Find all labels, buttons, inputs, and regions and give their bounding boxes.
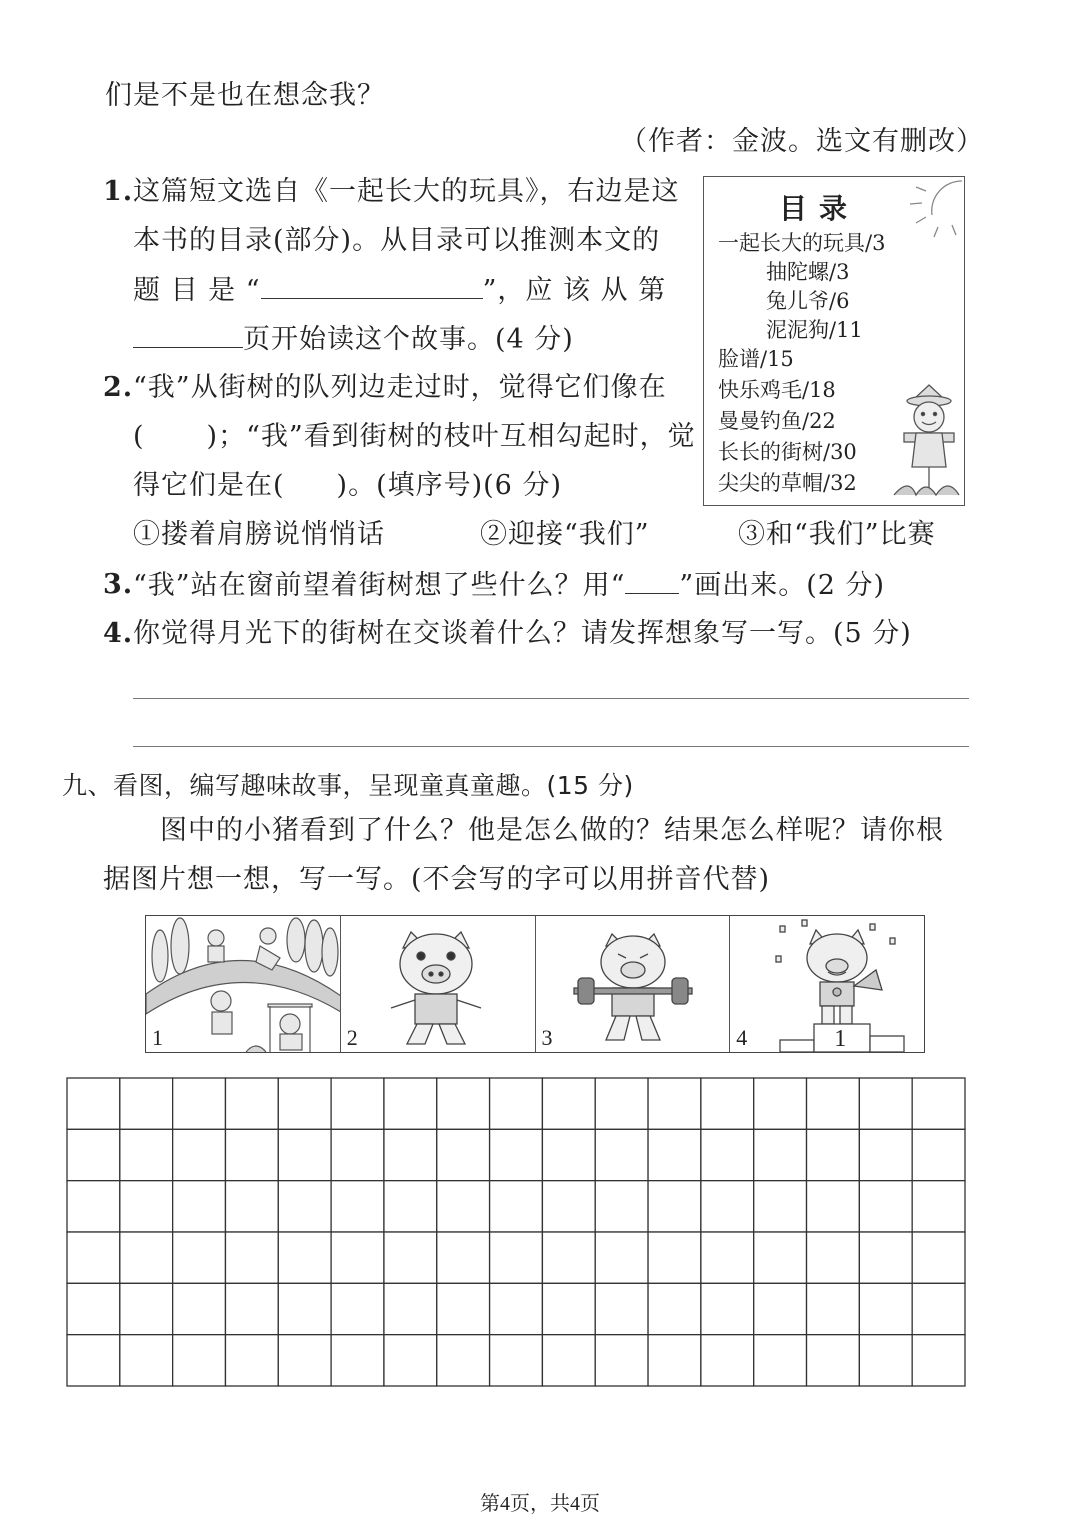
grid-cell[interactable] [384,1335,437,1386]
grid-cell[interactable] [384,1129,437,1180]
q2-option-3: ③和“我们”比赛 [738,519,936,550]
q3-underline-sample [625,569,679,594]
park-scene-illustration [146,916,341,1052]
grid-cell[interactable] [807,1129,860,1180]
grid-cell[interactable] [754,1181,807,1232]
grid-cell[interactable] [173,1078,226,1129]
grid-cell[interactable] [384,1078,437,1129]
grid-cell[interactable] [331,1283,384,1334]
toc-item-6: 曼曼钓鱼/22 [718,409,836,433]
grid-cell[interactable] [648,1129,701,1180]
grid-cell[interactable] [595,1129,648,1180]
q2-number: 2. [103,372,134,403]
q1-page-blank[interactable] [133,323,243,348]
grid-cell[interactable] [278,1078,331,1129]
grid-cell[interactable] [912,1335,965,1386]
q4-number: 4. [103,618,134,649]
scarecrow-icon [894,385,959,495]
grid-cell[interactable] [701,1283,754,1334]
grid-cell[interactable] [173,1335,226,1386]
q2-line1: “我”从街树的队列边走过时，觉得它们像在 [133,372,667,403]
grid-cell[interactable] [384,1283,437,1334]
grid-cell[interactable] [807,1283,860,1334]
grid-cell[interactable] [648,1181,701,1232]
grid-cell[interactable] [542,1335,595,1386]
grid-cell[interactable] [67,1232,120,1283]
grid-cell[interactable] [807,1232,860,1283]
grid-cell[interactable] [173,1181,226,1232]
grid-cell[interactable] [225,1283,278,1334]
grid-cell[interactable] [595,1078,648,1129]
source-note: （作者：金波。选文有删改） [620,126,984,157]
toc-item-2: 兔儿爷/6 [766,289,850,313]
grid-cell[interactable] [437,1232,490,1283]
panel-3 [536,916,731,1052]
grid-cell[interactable] [67,1078,120,1129]
section9-title: 九、看图，编写趣味故事，呈现童真童趣。(15 分) [62,771,634,800]
grid-cell[interactable] [225,1181,278,1232]
grid-cell[interactable] [648,1283,701,1334]
grid-cell[interactable] [437,1078,490,1129]
section9-para2: 据图片想一想，写一写。(不会写的字可以用拼音代替) [103,864,771,895]
grid-cell[interactable] [173,1283,226,1334]
q4-answer-line-1[interactable] [133,698,969,699]
grid-cell[interactable] [120,1129,173,1180]
panel-number-4: 4 [736,1025,748,1050]
grid-cell[interactable] [437,1283,490,1334]
grid-cell[interactable] [67,1129,120,1180]
grid-cell[interactable] [120,1181,173,1232]
toc-item-4: 脸谱/15 [718,347,794,371]
section9-para1: 图中的小猪看到了什么？他是怎么做的？结果怎么样呢？请你根 [160,815,944,846]
pig-winner-podium-illustration [730,916,924,1052]
grid-cell[interactable] [859,1335,912,1386]
grid-cell[interactable] [67,1181,120,1232]
grid-cell[interactable] [173,1129,226,1180]
grid-cell[interactable] [331,1181,384,1232]
q1-number: 1. [103,176,134,207]
panel-1 [146,916,341,1052]
grid-cell[interactable] [859,1232,912,1283]
grid-cell[interactable] [331,1078,384,1129]
q2-option-2: ②迎接“我们” [480,519,650,550]
grid-cell[interactable] [859,1283,912,1334]
toc-box [703,176,965,506]
grid-cell[interactable] [278,1335,331,1386]
grid-cell[interactable] [120,1232,173,1283]
grid-cell[interactable] [331,1335,384,1386]
grid-cell[interactable] [912,1078,965,1129]
grid-cell[interactable] [595,1232,648,1283]
grid-cell[interactable] [807,1181,860,1232]
grid-cell[interactable] [648,1335,701,1386]
grid-cell[interactable] [912,1232,965,1283]
grid-cell[interactable] [120,1335,173,1386]
toc-item-7: 长长的街树/30 [718,440,857,464]
grid-cell[interactable] [278,1283,331,1334]
grid-cell[interactable] [807,1078,860,1129]
panel-number-3: 3 [541,1025,553,1050]
grid-cell[interactable] [912,1181,965,1232]
q2-line2-text: )；“我”看到街树的枝叶互相勾起时，觉 [206,421,696,452]
q4-answer-line-2[interactable] [133,746,969,747]
panel-number-2: 2 [346,1025,358,1050]
grid-cell[interactable] [859,1078,912,1129]
grid-cell[interactable] [490,1181,543,1232]
toc-item-1: 抽陀螺/3 [766,260,850,284]
grid-cell[interactable] [437,1181,490,1232]
grid-cell[interactable] [542,1129,595,1180]
q4-text: 你觉得月光下的街树在交谈着什么？请发挥想象写一写。(5 分) [133,618,912,649]
grid-cell[interactable] [278,1232,331,1283]
q3-number: 3. [103,569,134,600]
grid-cell[interactable] [595,1283,648,1334]
grid-cell[interactable] [701,1129,754,1180]
toc-item-5: 快乐鸡毛/18 [718,378,836,402]
grid-cell[interactable] [912,1283,965,1334]
grid-cell[interactable] [331,1232,384,1283]
writing-grid[interactable] [66,1077,966,1387]
pig-weightlifting-illustration [536,916,731,1052]
grid-cell[interactable] [490,1232,543,1283]
q1-line4 [133,323,574,356]
toc-title: 目录 [778,192,859,225]
panel-2 [341,916,536,1052]
grid-cell[interactable] [542,1078,595,1129]
grid-cell[interactable] [701,1078,754,1129]
q2-line3-end: )。(填序号)(6 分) [336,470,562,501]
grid-cell[interactable] [225,1129,278,1180]
grid-cell[interactable] [912,1129,965,1180]
q1-line2: 本书的目录(部分)。从目录可以推测本文的 [133,225,661,256]
grid-cell[interactable] [490,1078,543,1129]
grid-cell[interactable] [490,1335,543,1386]
grid-cell[interactable] [67,1335,120,1386]
grid-cell[interactable] [542,1283,595,1334]
grid-cell[interactable] [859,1129,912,1180]
grid-cell[interactable] [754,1283,807,1334]
grid-cell[interactable] [701,1335,754,1386]
grid-cell[interactable] [807,1335,860,1386]
grid-cell[interactable] [648,1078,701,1129]
grid-cell[interactable] [384,1181,437,1232]
q1-title-blank[interactable] [261,274,483,299]
grid-cell[interactable] [701,1181,754,1232]
grid-cell[interactable] [331,1129,384,1180]
grid-cell[interactable] [173,1232,226,1283]
grid-cell[interactable] [595,1335,648,1386]
q2-line2 [133,421,696,453]
grid-cell[interactable] [754,1078,807,1129]
grid-cell[interactable] [542,1181,595,1232]
passage-tail: 们是不是也在想念我？ [105,80,385,111]
q2-option-1: ①搂着肩膀说悄悄话 [133,519,385,550]
grid-cell[interactable] [595,1181,648,1232]
toc-item-8: 尖尖的草帽/32 [718,471,857,495]
panel-4 [730,916,924,1052]
grid-cell[interactable] [754,1129,807,1180]
grid-cell[interactable] [701,1232,754,1283]
toc-item-3: 泥泥狗/11 [766,318,863,342]
q2-line3 [133,470,562,502]
grid-cell[interactable] [278,1129,331,1180]
grid-cell[interactable] [120,1078,173,1129]
grid-cell[interactable] [384,1232,437,1283]
grid-cell[interactable] [542,1232,595,1283]
grid-cell[interactable] [278,1181,331,1232]
q1-line1: 这篇短文选自《一起长大的玩具》，右边是这 [133,176,680,207]
grid-cell[interactable] [490,1129,543,1180]
q1-line4-text: 页开始读这个故事。(4 分) [243,324,574,355]
panel-number-1: 1 [152,1025,163,1050]
grid-cell[interactable] [225,1335,278,1386]
grid-cell[interactable] [754,1232,807,1283]
q3-text-start: “我”站在窗前望着街树想了些什么？用“ [133,570,626,601]
q2-paren-open-1: ( [133,421,145,452]
grid-cell[interactable] [859,1181,912,1232]
sun-icon [910,181,962,237]
q1-line3 [133,274,666,307]
q1-line3-end: ”，应 该 从 第 [482,275,667,306]
q2-line3-start: 得它们是在( [133,470,285,501]
q3-line [133,569,885,602]
grid-cell[interactable] [437,1335,490,1386]
grid-cell[interactable] [120,1283,173,1334]
grid-cell[interactable] [437,1129,490,1180]
grid-cell[interactable] [225,1078,278,1129]
toc-item-0: 一起长大的玩具/3 [718,231,886,255]
grid-cell[interactable] [754,1335,807,1386]
page-footer: 第4页，共4页 [480,1493,600,1515]
podium-first-label: 1 [834,1026,847,1052]
pig-standing-illustration [341,916,536,1052]
grid-cell[interactable] [648,1232,701,1283]
grid-cell[interactable] [67,1283,120,1334]
grid-cell[interactable] [225,1232,278,1283]
q1-line3-start: 题 目 是 “ [133,275,261,306]
q3-text-end: ”画出来。(2 分) [679,570,886,601]
grid-cell[interactable] [490,1283,543,1334]
picture-strip [145,915,925,1053]
